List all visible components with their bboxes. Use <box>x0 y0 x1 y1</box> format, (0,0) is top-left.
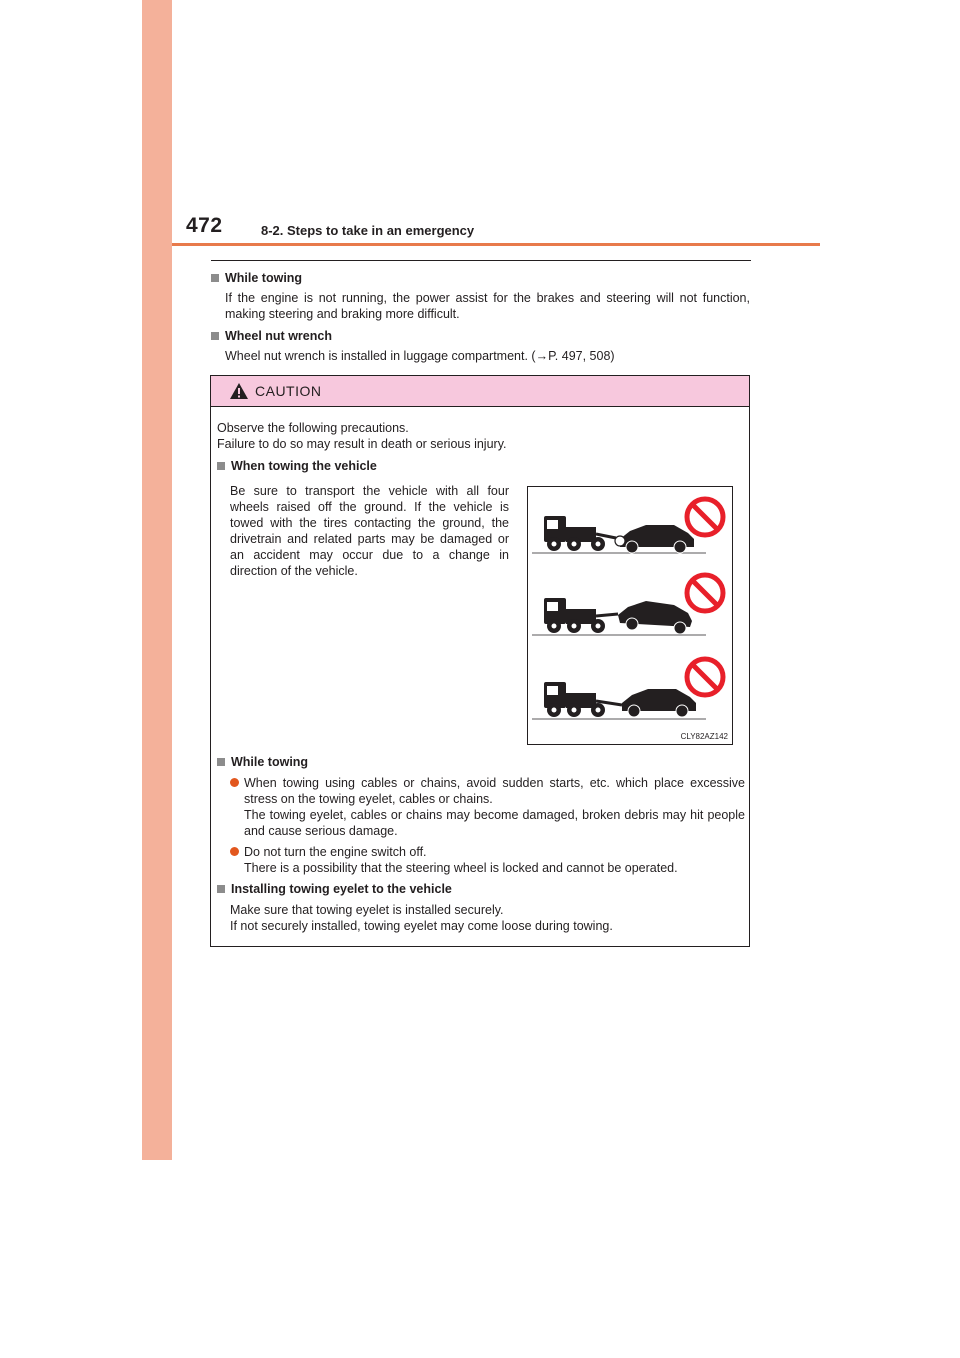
item-line-1: Do not turn the engine switch off. <box>244 845 427 859</box>
tow-row <box>532 516 706 553</box>
note-while-towing <box>211 270 750 322</box>
square-bullet-icon <box>217 758 225 766</box>
header-rule <box>172 243 820 246</box>
note-wheel-nut-wrench <box>211 328 750 364</box>
while-towing-item <box>230 844 745 876</box>
item-line-1: When towing using cables or chains, avoid sudden starts, etc. which place excessive stress on the towing eyelet, cables or chains. <box>244 776 745 806</box>
tow-row-front-wheels <box>532 598 706 635</box>
tow-row-dolly <box>532 682 706 719</box>
prohibition-icon <box>687 499 723 535</box>
note-heading: While towing <box>225 271 303 285</box>
while-towing-heading-text: While towing <box>231 755 309 769</box>
prohibition-icon <box>687 659 723 695</box>
eyelet-body-2: If not securely installed, towing eyelet may come loose during towing. <box>230 919 613 933</box>
while-towing-heading <box>217 754 308 770</box>
caution-box <box>210 375 750 947</box>
towing-heading-text: When towing the vehicle <box>231 459 377 473</box>
dot-bullet-icon <box>230 847 239 856</box>
square-bullet-icon <box>211 274 219 282</box>
eyelet-heading-text: Installing towing eyelet to the vehicle <box>231 882 452 896</box>
caution-intro-2: Failure to do so may result in death or serious injury. <box>217 437 507 451</box>
item-line-2: There is a possibility that the steering wheel is locked and cannot be operated. <box>244 861 678 875</box>
divider <box>211 260 751 261</box>
side-strip <box>142 0 172 1160</box>
note-body: If the engine is not running, the power assist for the brakes and steering will not function, making steering and braking more difficult. <box>225 291 750 321</box>
note-body: Wheel nut wrench is installed in luggage compartment. (→P. 497, 508) <box>225 349 615 363</box>
square-bullet-icon <box>217 885 225 893</box>
caution-intro-1: Observe the following precautions. <box>217 421 409 435</box>
while-towing-item-text <box>244 775 745 839</box>
towing-heading <box>217 458 377 474</box>
section-title: 8-2. Steps to take in an emergency <box>261 223 475 238</box>
towing-body: Be sure to transport the vehicle with all four wheels raised off the ground. If the vehicle is towed with the tires contacting the ground, the drivetrain and related parts may be damaged or an accident may occur due to a change in direction of the vehicle. <box>230 484 509 578</box>
eyelet-body-1: Make sure that towing eyelet is installed securely. <box>230 903 504 917</box>
eyelet-heading <box>217 881 452 897</box>
page-number: 472 <box>186 214 223 237</box>
towing-diagram <box>528 487 732 744</box>
item-line-2: The towing eyelet, cables or chains may become damaged, broken debris may hit people and cause serious damage. <box>244 808 745 838</box>
caution-header <box>211 376 749 407</box>
note-heading: Wheel nut wrench <box>225 329 332 343</box>
square-bullet-icon <box>217 462 225 470</box>
prohibition-icon <box>687 575 723 611</box>
while-towing-item-text <box>244 844 678 876</box>
illustration-code: CLY82AZ142 <box>680 732 728 741</box>
while-towing-item <box>230 775 745 839</box>
square-bullet-icon <box>211 332 219 340</box>
dot-bullet-icon <box>230 778 239 787</box>
caution-label: CAUTION <box>255 383 322 399</box>
warning-triangle-icon <box>229 382 249 400</box>
towing-illustration <box>527 486 733 745</box>
